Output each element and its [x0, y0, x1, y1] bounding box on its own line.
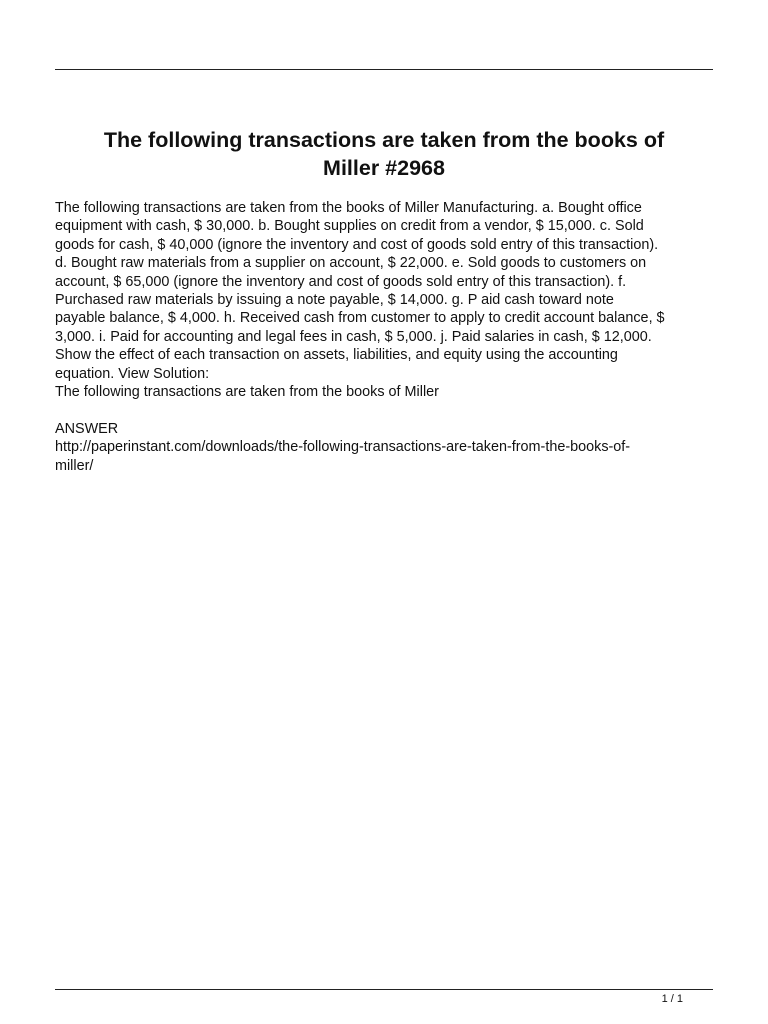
title-line: The following transactions are taken from the books of	[103, 128, 665, 152]
subtitle-line: The following transactions are taken from the books of Miller	[55, 384, 439, 401]
body-line: Show the effect of each transaction on assets, liabilities, and equity using the accounting	[55, 347, 618, 364]
body-line: goods for cash, $ 40,000 (ignore the inventory and cost of goods sold entry of this transaction).	[55, 236, 659, 253]
header-divider	[55, 69, 713, 70]
answer-link-line[interactable]: miller/	[55, 457, 94, 474]
body-line: account, $ 65,000 (ignore the inventory and cost of goods sold entry of this transaction). f.	[55, 273, 627, 290]
footer-divider	[55, 989, 713, 990]
title-line: Miller #2968	[323, 156, 445, 180]
answer-label: ANSWER	[55, 420, 119, 437]
paragraph-gap	[55, 401, 719, 419]
body-line: 3,000. i. Paid for accounting and legal fees in cash, $ 5,000. j. Paid salaries in cash, $ 12,000.	[55, 328, 652, 345]
body-line: d. Bought raw materials from a supplier on account, $ 22,000. e. Sold goods to customers on	[55, 255, 647, 272]
body-line: payable balance, $ 4,000. h. Received cash from customer to apply to credit account balance, $	[55, 310, 665, 327]
body-line: Purchased raw materials by issuing a note payable, $ 14,000. g. P aid cash toward note	[55, 292, 614, 309]
document-title	[55, 126, 713, 182]
body-line: The following transactions are taken from the books of Miller Manufacturing. a. Bought office	[55, 200, 642, 216]
page-number: 1 / 1	[661, 993, 683, 1005]
body-line: equation. View Solution:	[55, 365, 210, 382]
body-line: equipment with cash, $ 30,000. b. Bought supplies on credit from a vendor, $ 15,000. c. Sold	[55, 218, 644, 235]
document-body	[55, 199, 719, 475]
answer-link-line[interactable]: http://paperinstant.com/downloads/the-following-transactions-are-taken-from-the-books-of-	[55, 439, 631, 456]
